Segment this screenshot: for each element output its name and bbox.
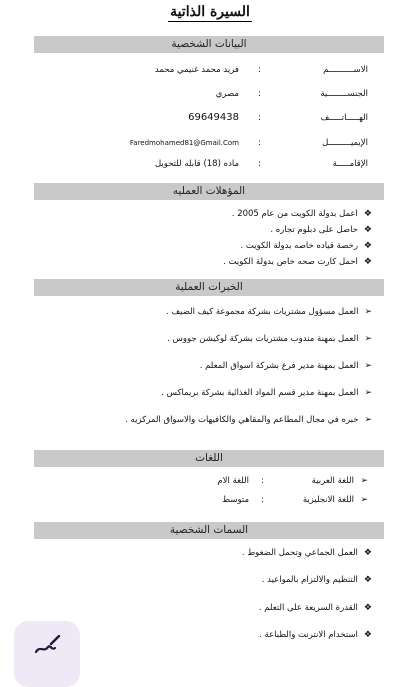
personal-row-email	[34, 136, 384, 150]
personal-row-name	[34, 63, 384, 77]
language-level: متوسط	[222, 495, 249, 505]
field-value: مصري	[215, 89, 239, 99]
personal-row-residence	[34, 157, 384, 171]
personal-row-nationality	[34, 87, 384, 101]
section-header-personal: البيانات الشخصية	[34, 36, 384, 53]
arrow-bullet-icon: ➢	[360, 476, 368, 486]
field-value: Faredmohamed81@Gmail.Com	[129, 139, 239, 147]
colon: :	[258, 159, 261, 169]
trait-item: ❖القدرة السريعة على التعلم .	[258, 603, 372, 613]
arrow-bullet-icon: ➢	[364, 388, 372, 398]
field-value: 69649438	[188, 112, 239, 123]
field-label: الجنســــــــية	[320, 89, 368, 99]
colon: :	[258, 65, 261, 75]
field-value: فريد محمد غنيمي محمد	[154, 65, 239, 75]
language-row-english	[34, 493, 384, 507]
section-header-traits: السمات الشخصية	[34, 522, 384, 539]
colon: :	[261, 476, 264, 486]
arrow-bullet-icon: ➢	[364, 415, 372, 425]
diamond-bullet-icon: ❖	[363, 209, 372, 219]
trait-item: ❖استخدام الانترنت والطباعة .	[259, 630, 372, 640]
section-header-qualifications: المؤهلات العمليه	[34, 183, 384, 200]
qualification-item: ❖حاصل على دبلوم تجاره .	[270, 225, 372, 235]
document-title: السيرة الذاتية	[170, 4, 250, 20]
diamond-bullet-icon: ❖	[363, 257, 372, 267]
language-level: اللغة الام	[217, 476, 249, 486]
experience-item: ➢خبره في مجال المطاعم والمقاهي والكافيهات والاسواق المركزيه .	[125, 415, 372, 425]
language-row-arabic	[34, 474, 384, 488]
qualification-item: ❖احمل كارت صحه خاص بدولة الكويت .	[223, 257, 372, 267]
colon: :	[258, 138, 261, 148]
diamond-bullet-icon: ❖	[363, 241, 372, 251]
trait-item: ❖العمل الجماعي وتحمل الضغوط .	[241, 548, 372, 558]
edit-pen-icon	[34, 635, 62, 657]
language-name: اللغة الانجليزية	[302, 495, 354, 505]
section-header-experience: الخبرات العملية	[34, 279, 384, 296]
field-label: الهـــــاتـــــف	[320, 113, 368, 123]
qualification-item: ❖رخصة قياده خاصه بدولة الكويت .	[240, 241, 372, 251]
colon: :	[258, 89, 261, 99]
arrow-bullet-icon: ➢	[364, 361, 372, 371]
field-value: ماده (18) قابله للتحويل	[155, 159, 239, 169]
diamond-bullet-icon: ❖	[363, 225, 372, 235]
arrow-bullet-icon: ➢	[364, 307, 372, 317]
language-name: اللغة العربية	[311, 476, 354, 486]
personal-row-phone	[34, 111, 384, 125]
field-label: الاســــــــــم	[323, 65, 368, 75]
experience-item: ➢العمل بمهنة مدير قسم المواد الغذائية بشركة بريماكس .	[161, 388, 372, 398]
diamond-bullet-icon: ❖	[363, 548, 372, 558]
diamond-bullet-icon: ❖	[363, 630, 372, 640]
colon: :	[258, 113, 261, 123]
edit-fab-button[interactable]	[14, 621, 80, 687]
diamond-bullet-icon: ❖	[363, 603, 372, 613]
diamond-bullet-icon: ❖	[363, 575, 372, 585]
experience-item: ➢العمل بمهنة مندوب مشتريات بشركة لوكيشن جووس .	[167, 334, 372, 344]
experience-item: ➢العمل مسؤول مشتريات بشركة مجموعة كيف الضيف .	[165, 307, 372, 317]
arrow-bullet-icon: ➢	[360, 495, 368, 505]
colon: :	[261, 495, 264, 505]
qualification-item: ❖اعمل بدولة الكويت من عام 2005 .	[231, 209, 372, 219]
field-label: الإقامـــــة	[332, 159, 368, 169]
experience-item: ➢العمل بمهنة مدير فرع بشركة اسواق المعلم .	[199, 361, 372, 371]
section-header-languages: اللغات	[34, 450, 384, 467]
trait-item: ❖التنظيم والالتزام بالمواعيد .	[261, 575, 372, 585]
arrow-bullet-icon: ➢	[364, 334, 372, 344]
field-label: الإيميـــــــــل	[322, 138, 368, 148]
